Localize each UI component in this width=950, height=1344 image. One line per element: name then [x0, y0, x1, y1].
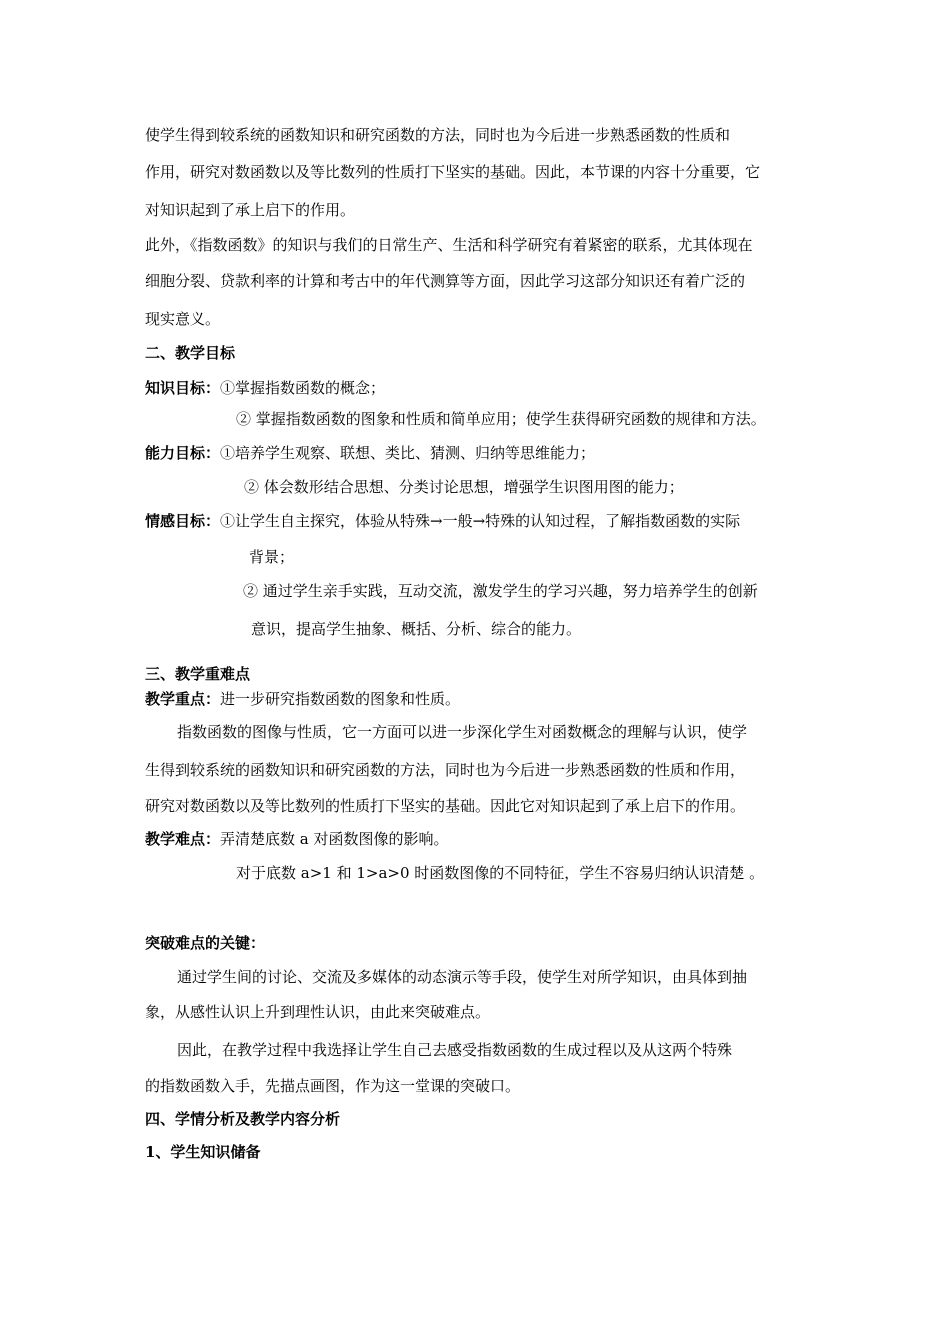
emotion-goal-1b: 背景；: [249, 548, 295, 566]
breakthrough-paragraph-1b: 象，从感性认识上升到理性认识，由此来突破难点。: [145, 1003, 491, 1021]
section-heading-key-points: 三、教学重难点: [145, 665, 251, 683]
difficulty-label: 教学难点：: [145, 830, 221, 848]
difficulty-text: 弄清楚底数 a 对函数图像的影响。: [220, 830, 449, 848]
section-heading-goals: 二、教学目标: [145, 344, 236, 362]
intro-line-4: 此外，《指数函数》的知识与我们的日常生产、生活和科学研究有着紧密的联系，尤其体现在: [145, 236, 753, 254]
focus-label: 教学重点：: [145, 690, 221, 708]
subsection-heading-knowledge-reserve: 1、学生知识储备: [145, 1143, 261, 1161]
intro-line-6: 现实意义。: [145, 310, 221, 328]
focus-paragraph-3: 研究对数函数以及等比数列的性质打下坚实的基础。因此它对知识起到了承上启下的作用。: [145, 797, 746, 815]
knowledge-goal-2: ② 掌握指数函数的图象和性质和简单应用；使学生获得研究函数的规律和方法。: [236, 410, 766, 428]
emotion-goal-label: 情感目标：: [145, 512, 221, 530]
knowledge-goal-line: [145, 378, 385, 398]
difficulty-paragraph: 对于底数 a>1 和 1>a>0 时函数图像的不同特征，学生不容易归纳认识清楚 。: [236, 864, 765, 882]
ability-goal-line: [145, 443, 595, 463]
emotion-goal-2a: ② 通过学生亲手实践，互动交流，激发学生的学习兴趣，努力培养学生的创新: [243, 582, 758, 600]
focus-text: 进一步研究指数函数的图象和性质。: [220, 690, 461, 708]
focus-line: [145, 689, 460, 709]
difficulty-line: [145, 829, 449, 849]
ability-goal-label: 能力目标：: [145, 444, 221, 462]
section-heading-analysis: 四、学情分析及教学内容分析: [145, 1110, 341, 1128]
knowledge-goal-label: 知识目标：: [145, 379, 221, 397]
knowledge-goal-1: ①掌握指数函数的概念；: [220, 379, 386, 397]
breakthrough-heading: 突破难点的关键：: [145, 934, 266, 952]
breakthrough-paragraph-1a: 通过学生间的讨论、交流及多媒体的动态演示等手段，使学生对所学知识，由具体到抽: [177, 968, 748, 986]
focus-paragraph-1: 指数函数的图像与性质，它一方面可以进一步深化学生对函数概念的理解与认识，使学: [177, 723, 748, 741]
breakthrough-paragraph-2b: 的指数函数入手，先描点画图，作为这一堂课的突破口。: [145, 1077, 521, 1095]
intro-line-1: 使学生得到较系统的函数知识和研究函数的方法，同时也为今后进一步熟悉函数的性质和: [145, 126, 731, 144]
intro-line-5: 细胞分裂、贷款利率的计算和考古中的年代测算等方面，因此学习这部分知识还有着广泛的: [145, 272, 746, 290]
breakthrough-paragraph-2a: 因此，在教学过程中我选择让学生自己去感受指数函数的生成过程以及从这两个特殊: [177, 1041, 733, 1059]
emotion-goal-line: [145, 511, 740, 531]
ability-goal-1: ①培养学生观察、联想、类比、猜测、归纳等思维能力；: [220, 444, 596, 462]
emotion-goal-2b: 意识，提高学生抽象、概括、分析、综合的能力。: [251, 620, 582, 638]
intro-line-2: 作用，研究对数函数以及等比数列的性质打下坚实的基础。因此，本节课的内容十分重要，它: [145, 163, 761, 181]
emotion-goal-1a: ①让学生自主探究，体验从特殊→一般→特殊的认知过程，了解指数函数的实际: [220, 512, 741, 530]
focus-paragraph-2: 生得到较系统的函数知识和研究函数的方法，同时也为今后进一步熟悉函数的性质和作用，: [145, 761, 746, 779]
ability-goal-2: ② 体会数形结合思想、分类讨论思想，增强学生识图用图的能力；: [244, 478, 684, 496]
intro-line-3: 对知识起到了承上启下的作用。: [145, 201, 356, 219]
